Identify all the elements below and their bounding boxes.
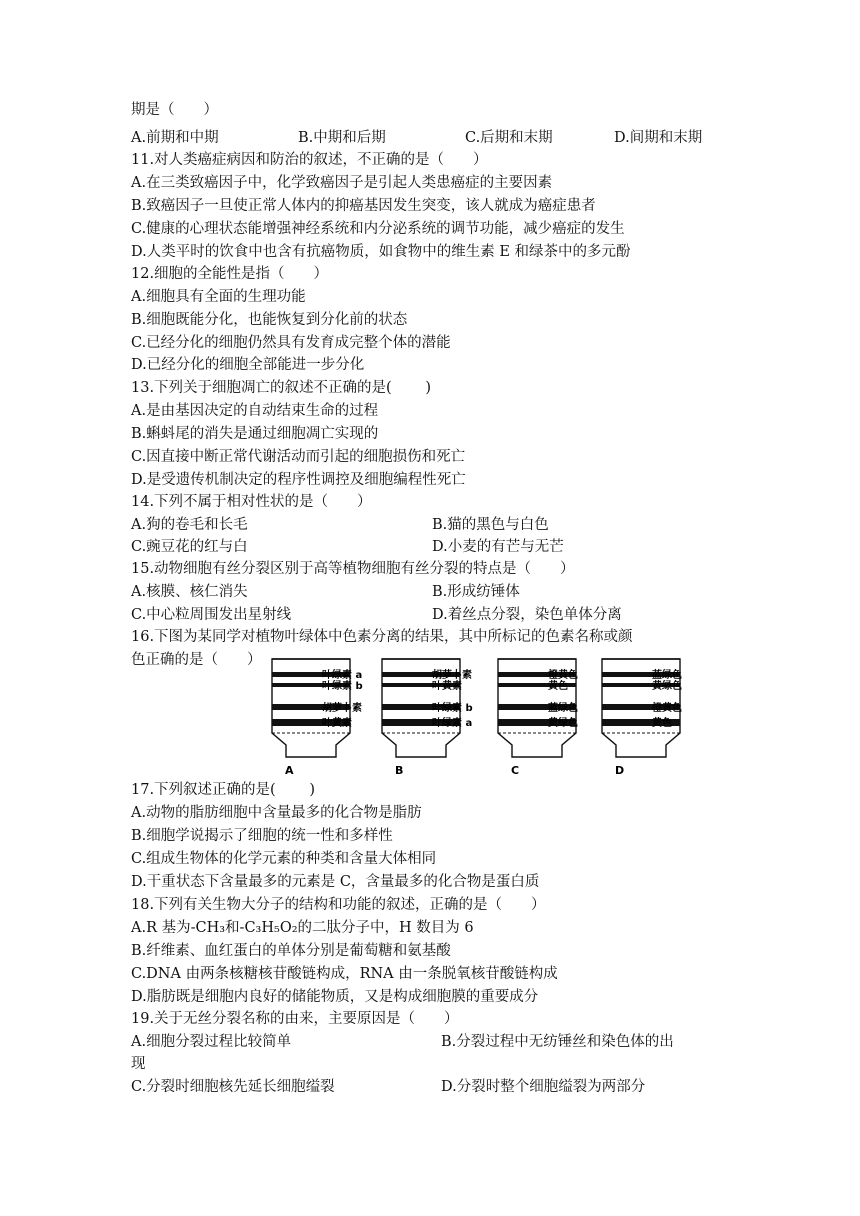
q18-option-d: D.脂肪既是细胞内良好的储能物质，又是构成细胞膜的重要成分 bbox=[131, 989, 539, 1005]
q10-option-c: C.后期和末期 bbox=[465, 130, 553, 146]
tube-b-label-3: 叶绿素 b bbox=[432, 703, 473, 714]
q10-option-b: B.中期和后期 bbox=[298, 130, 386, 146]
tube-d-label-2: 黄绿色 bbox=[652, 681, 682, 692]
tube-a-letter: A bbox=[285, 764, 294, 777]
q15-stem: 15.动物细胞有丝分裂区别于高等植物细胞有丝分裂的特点是（ ） bbox=[131, 561, 575, 577]
q17-option-d: D.干重状态下含量最多的元素是 C，含量最多的化合物是蛋白质 bbox=[131, 874, 540, 890]
q19-option-b: B.分裂过程中无纺锤丝和染色体的出 bbox=[441, 1034, 674, 1050]
q10-option-d: D.间期和末期 bbox=[614, 130, 703, 146]
q19-option-c: C.分裂时细胞核先延长细胞缢裂 bbox=[131, 1079, 335, 1095]
q10-stem-end: 期是（ ） bbox=[131, 102, 218, 118]
tube-b-letter: B bbox=[395, 764, 404, 777]
q11-stem: 11.对人类癌症病因和防治的叙述，不正确的是（ ） bbox=[131, 152, 488, 168]
tube-b-label-2: 叶黄素 bbox=[432, 681, 462, 692]
q16-stem-end: 色正确的是（ ） bbox=[131, 652, 262, 668]
tube-d-label-1: 蓝绿色 bbox=[652, 670, 682, 681]
q16-stem: 16.下图为某同学对植物叶绿体中色素分离的结果，其中所标记的色素名称或颜 bbox=[131, 629, 633, 645]
tube-c-label-4: 黄绿色 bbox=[548, 718, 578, 729]
q11-option-d: D.人类平时的饮食中也含有抗癌物质，如食物中的维生素 E 和绿茶中的多元酚 bbox=[131, 244, 631, 260]
pigment-separation-figure bbox=[262, 657, 702, 779]
q14-option-a: A.狗的卷毛和长毛 bbox=[131, 517, 248, 533]
tube-a-label-3: 胡萝卜素 bbox=[322, 703, 362, 714]
tube-a-label-2: 叶绿素 b bbox=[322, 681, 363, 692]
q15-option-c: C.中心粒周围发出星射线 bbox=[131, 607, 292, 623]
q19-option-d: D.分裂时整个细胞缢裂为两部分 bbox=[441, 1079, 646, 1095]
q14-option-b: B.猫的黑色与白色 bbox=[432, 517, 549, 533]
q18-option-c: C.DNA 由两条核糖核苷酸链构成，RNA 由一条脱氧核苷酸链构成 bbox=[131, 966, 558, 982]
q19-option-b-wrap: 现 bbox=[131, 1056, 146, 1072]
q13-option-c: C.因直接中断正常代谢活动而引起的细胞损伤和死亡 bbox=[131, 449, 466, 465]
tube-d bbox=[602, 659, 682, 777]
q14-stem: 14.下列不属于相对性状的是（ ） bbox=[131, 494, 372, 510]
tube-c-letter: C bbox=[511, 764, 520, 777]
tube-c bbox=[498, 659, 578, 777]
tube-d-label-4: 黄色 bbox=[652, 718, 672, 729]
q13-option-d: D.是受遗传机制决定的程序性调控及细胞编程性死亡 bbox=[131, 472, 466, 488]
q17-stem: 17.下列叙述正确的是( ) bbox=[131, 782, 315, 798]
q19-stem: 19.关于无丝分裂名称的由来，主要原因是（ ） bbox=[131, 1011, 459, 1027]
q18-option-b: B.纤维素、血红蛋白的单体分别是葡萄糖和氨基酸 bbox=[131, 943, 451, 959]
tube-c-label-3: 蓝绿色 bbox=[548, 703, 578, 714]
q15-option-b: B.形成纺锤体 bbox=[432, 584, 520, 600]
tube-b-label-1: 胡萝卜素 bbox=[432, 670, 472, 681]
q12-option-d: D.已经分化的细胞全部能进一步分化 bbox=[131, 357, 365, 373]
q11-option-b: B.致癌因子一旦使正常人体内的抑癌基因发生突变，该人就成为癌症患者 bbox=[131, 198, 596, 214]
q15-option-d: D.着丝点分裂，染色单体分离 bbox=[432, 607, 622, 623]
q15-option-a: A.核膜、核仁消失 bbox=[131, 584, 248, 600]
q13-option-a: A.是由基因决定的自动结束生命的过程 bbox=[131, 403, 379, 419]
q10-option-a: A.前期和中期 bbox=[131, 130, 219, 146]
q12-option-b: B.细胞既能分化，也能恢复到分化前的状态 bbox=[131, 312, 408, 328]
q12-stem: 12.细胞的全能性是指（ ） bbox=[131, 266, 329, 282]
q13-stem: 13.下列关于细胞凋亡的叙述不正确的是( ) bbox=[131, 380, 431, 396]
tube-a bbox=[272, 659, 363, 777]
tube-c-label-2: 黄色 bbox=[548, 681, 568, 692]
q18-option-a: A.R 基为-CH₃和-C₃H₅O₂的二肽分子中，H 数目为 6 bbox=[131, 920, 474, 936]
q12-option-c: C.已经分化的细胞仍然具有发育成完整个体的潜能 bbox=[131, 335, 451, 351]
tube-d-letter: D bbox=[615, 764, 625, 777]
tube-b-label-4: 叶绿素 a bbox=[432, 718, 473, 729]
q14-option-c: C.豌豆花的红与白 bbox=[131, 539, 248, 555]
q12-option-a: A.细胞具有全面的生理功能 bbox=[131, 289, 306, 305]
tube-b bbox=[382, 659, 473, 777]
tube-a-label-1: 叶绿素 a bbox=[322, 670, 363, 681]
q13-option-b: B.蝌蚪尾的消失是通过细胞凋亡实现的 bbox=[131, 426, 379, 442]
q17-option-a: A.动物的脂肪细胞中含量最多的化合物是脂肪 bbox=[131, 805, 422, 821]
q11-option-c: C.健康的心理状态能增强神经系统和内分泌系统的调节功能，减少癌症的发生 bbox=[131, 221, 625, 237]
q11-option-a: A.在三类致癌因子中，化学致癌因子是引起人类患癌症的主要因素 bbox=[131, 175, 553, 191]
q18-stem: 18.下列有关生物大分子的结构和功能的叙述，正确的是（ ） bbox=[131, 897, 546, 913]
q19-option-a: A.细胞分裂过程比较简单 bbox=[131, 1034, 292, 1050]
tube-a-label-4: 叶黄素 bbox=[322, 718, 352, 729]
tube-c-label-1: 橙黄色 bbox=[548, 670, 578, 681]
q17-option-c: C.组成生物体的化学元素的种类和含量大体相同 bbox=[131, 851, 437, 867]
q14-option-d: D.小麦的有芒与无芒 bbox=[432, 539, 564, 555]
q17-option-b: B.细胞学说揭示了细胞的统一性和多样性 bbox=[131, 828, 393, 844]
tube-d-label-3: 橙黄色 bbox=[652, 703, 682, 714]
